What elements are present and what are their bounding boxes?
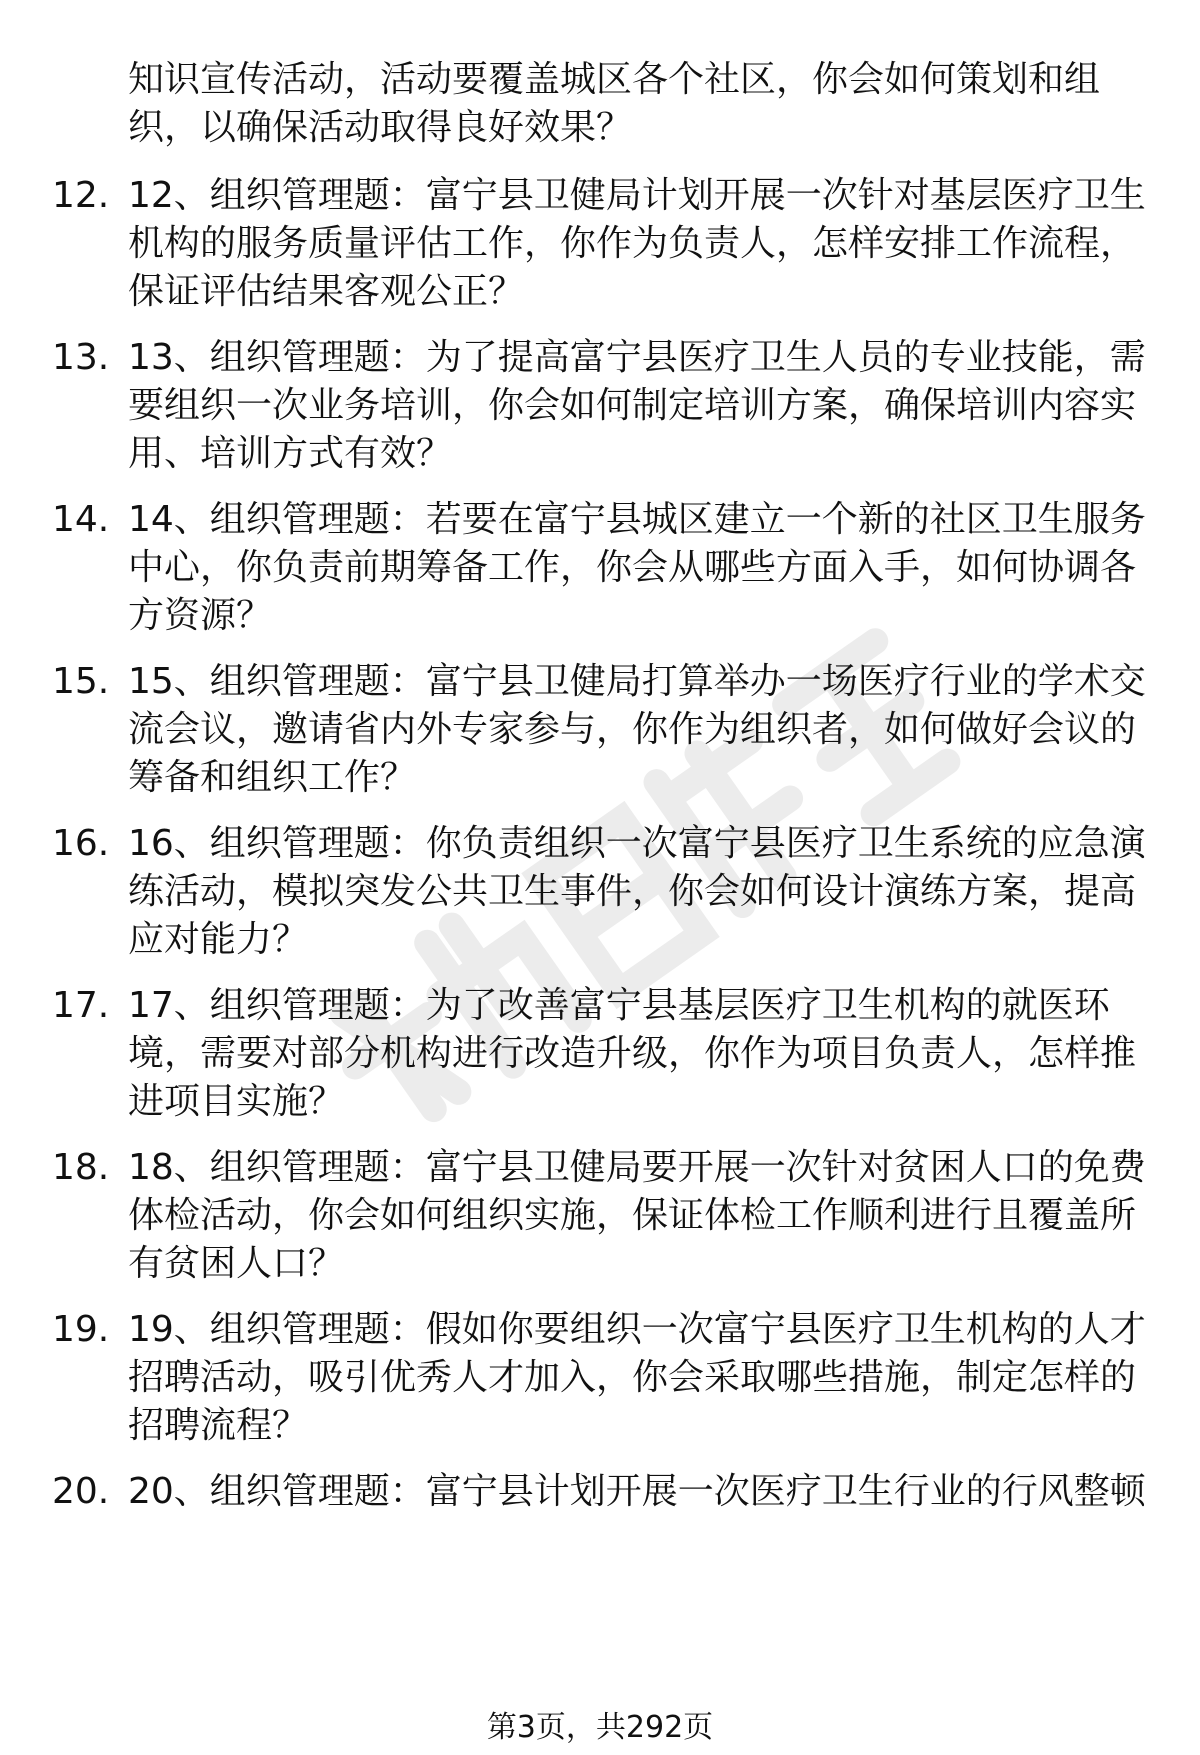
question-text: 17、组织管理题：为了改善富宁县基层医疗卫生机构的就医环境，需要对部分机构进行改造升级，你作为项目负责人，怎样推进项目实施？ <box>128 985 1137 1122</box>
question-number: 18. <box>52 1147 110 1188</box>
question-text: 19、组织管理题：假如你要组织一次富宁县医疗卫生机构的人才招聘活动，吸引优秀人才加入，你会采取哪些措施，制定怎样的招聘流程？ <box>128 1309 1146 1446</box>
question-text: 15、组织管理题：富宁县卫健局打算举办一场医疗行业的学术交流会议，邀请省内外专家参与，你作为组织者，如何做好会议的筹备和组织工作？ <box>128 661 1146 798</box>
question-number: 13. <box>52 337 110 378</box>
question-number: 15. <box>52 661 110 702</box>
page-footer: 第3页，共292页 <box>486 1710 714 1745</box>
previous-question-continuation: 知识宣传活动，活动要覆盖城区各个社区，你会如何策划和组织，以确保活动取得良好效果？ <box>128 59 1101 148</box>
question-number: 16. <box>52 823 110 864</box>
question-number: 19. <box>52 1309 110 1350</box>
question-number: 14. <box>52 499 110 540</box>
question-text: 16、组织管理题：你负责组织一次富宁县医疗卫生系统的应急演练活动，模拟突发公共卫生事件，你会如何设计演练方案，提高应对能力？ <box>128 823 1146 960</box>
question-text: 14、组织管理题：若要在富宁县城区建立一个新的社区卫生服务中心，你负责前期筹备工作，你会从哪些方面入手，如何协调各方资源？ <box>128 499 1146 636</box>
question-text: 20、组织管理题：富宁县计划开展一次医疗卫生行业的行风整顿 <box>128 1471 1146 1512</box>
question-number: 12. <box>52 175 110 216</box>
question-text: 13、组织管理题：为了提高富宁县医疗卫生人员的专业技能，需要组织一次业务培训，你会如何制定培训方案，确保培训内容实用、培训方式有效？ <box>128 337 1146 474</box>
question-number: 17. <box>52 985 110 1026</box>
question-text: 12、组织管理题：富宁县卫健局计划开展一次针对基层医疗卫生机构的服务质量评估工作，你作为负责人，怎样安排工作流程，保证评估结果客观公正？ <box>128 175 1146 312</box>
question-text: 18、组织管理题：富宁县卫健局要开展一次针对贫困人口的免费体检活动，你会如何组织实施，保证体检工作顺利进行且覆盖所有贫困人口？ <box>128 1147 1146 1284</box>
question-number: 20. <box>52 1471 110 1512</box>
